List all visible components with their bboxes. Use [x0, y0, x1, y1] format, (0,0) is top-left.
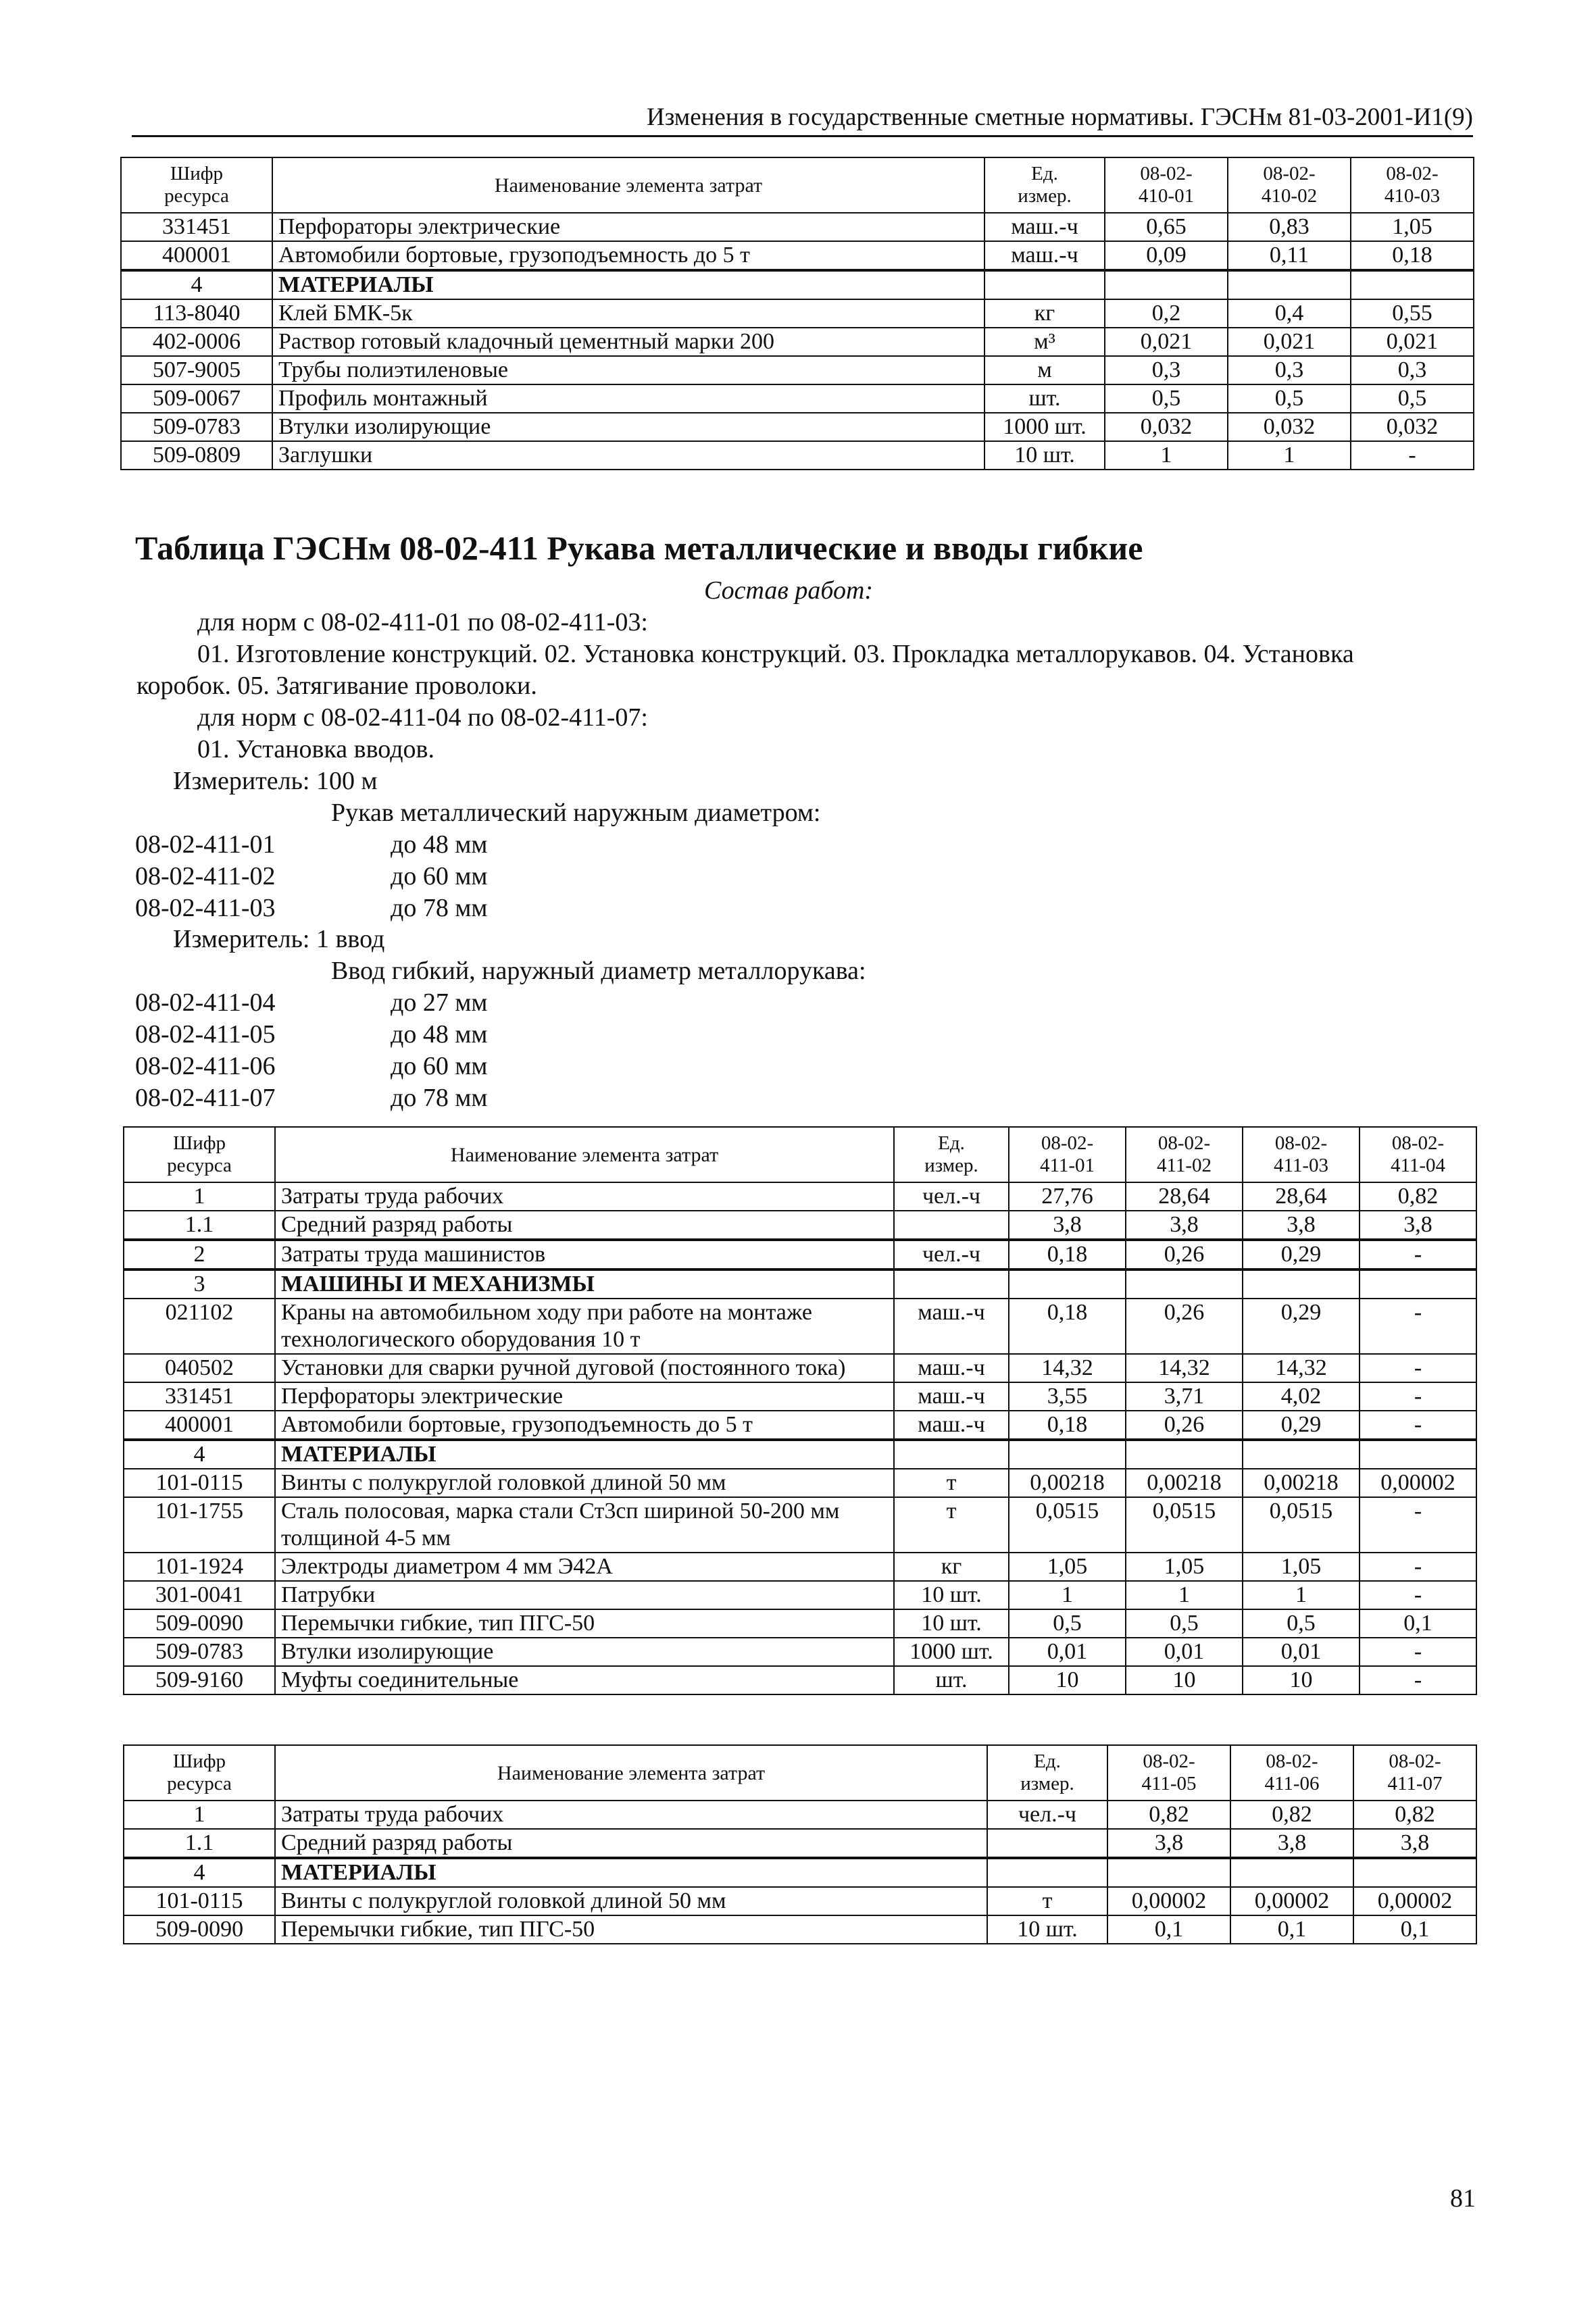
page-number: 81	[1450, 2184, 1476, 2213]
col-norm-header: 08-02- 411-01	[1009, 1127, 1126, 1182]
unit-cell	[987, 1858, 1107, 1887]
resource-code: 331451	[124, 1382, 275, 1411]
norm-value: 14,32	[1126, 1354, 1243, 1382]
norm-value	[1105, 270, 1228, 299]
resource-code: 2	[124, 1240, 275, 1269]
norm-value: 0,29	[1243, 1240, 1360, 1269]
norm-description: до 78 мм	[391, 894, 488, 922]
norm-description: до 27 мм	[391, 988, 488, 1017]
cost-element-name: Электроды диаметром 4 мм Э42А	[275, 1553, 894, 1581]
table-row	[124, 1269, 1476, 1299]
unit-cell: маш.-ч	[984, 241, 1105, 270]
norm-value: 0,18	[1009, 1411, 1126, 1440]
norm-value: 0,00218	[1009, 1469, 1126, 1497]
norm-value: 0,82	[1353, 1801, 1476, 1829]
norm-description: до 60 мм	[391, 1052, 488, 1080]
cost-element-name: Винты с полукруглой головкой длиной 50 мм	[275, 1887, 987, 1915]
norm-value: 0,00218	[1243, 1469, 1360, 1497]
resource-code: 101-1755	[124, 1497, 275, 1553]
norm-value: 0,00218	[1126, 1469, 1243, 1497]
col-code-header: Шифр ресурса	[124, 1127, 275, 1182]
norm-value: 0,11	[1228, 241, 1351, 270]
norm-value: 0,5	[1243, 1609, 1360, 1638]
norms-table-411-05-07	[123, 1744, 1477, 1944]
norm-value: 0,021	[1228, 328, 1351, 356]
norm-value	[1243, 1269, 1360, 1299]
cost-element-name: Автомобили бортовые, грузоподъемность до 5 т	[272, 241, 984, 270]
norm-value	[1009, 1269, 1126, 1299]
unit-cell	[894, 1211, 1009, 1240]
norm-value: 0,00002	[1353, 1887, 1476, 1915]
norm-value: 14,32	[1243, 1354, 1360, 1382]
unit-cell: кг	[984, 299, 1105, 328]
norm-value	[1353, 1858, 1476, 1887]
norm-value: 0,00002	[1360, 1469, 1476, 1497]
cost-element-name: Автомобили бортовые, грузоподъемность до 5 т	[275, 1411, 894, 1440]
resource-code: 301-0041	[124, 1581, 275, 1609]
norm-value: 0,18	[1351, 241, 1474, 270]
table-row	[124, 1915, 1476, 1944]
norm-value: 0,00002	[1107, 1887, 1230, 1915]
resource-code: 400001	[124, 1411, 275, 1440]
table-row	[121, 384, 1474, 413]
table-row	[124, 1801, 1476, 1829]
norm-value: 0,65	[1105, 213, 1228, 241]
table-row	[124, 1469, 1476, 1497]
unit-cell: 1000 шт.	[984, 413, 1105, 441]
norms-table-411-01-04	[123, 1126, 1477, 1695]
unit-cell: т	[987, 1887, 1107, 1915]
table-row	[121, 328, 1474, 356]
resource-code: 509-0090	[124, 1609, 275, 1638]
table-row	[124, 1440, 1476, 1469]
table-row	[124, 1553, 1476, 1581]
cost-element-name: МАТЕРИАЛЫ	[275, 1440, 894, 1469]
norm-value: 0,032	[1351, 413, 1474, 441]
norm-value	[1230, 1858, 1353, 1887]
table-row	[121, 441, 1474, 470]
norm-value: -	[1360, 1411, 1476, 1440]
norm-code: 08-02-411-04	[135, 988, 276, 1017]
norm-value: 0,5	[1105, 384, 1228, 413]
norm-description: до 48 мм	[391, 830, 488, 859]
norm-code: 08-02-411-05	[135, 1020, 276, 1049]
norm-code: 08-02-411-01	[135, 830, 276, 859]
norms-table-410	[120, 157, 1474, 470]
cost-element-name: Перфораторы электрические	[272, 213, 984, 241]
norm-value: -	[1360, 1299, 1476, 1354]
norm-value: 0,2	[1105, 299, 1228, 328]
unit-cell: м³	[984, 328, 1105, 356]
table-row	[124, 1182, 1476, 1211]
norm-value: 0,5	[1126, 1609, 1243, 1638]
cost-element-name: Средний разряд работы	[275, 1829, 987, 1858]
unit-cell: 10 шт.	[984, 441, 1105, 470]
norm-code: 08-02-411-03	[135, 894, 276, 922]
norm-value: 1	[1105, 441, 1228, 470]
meter-1: Измеритель: 100 м	[173, 767, 378, 795]
norm-value: 3,8	[1107, 1829, 1230, 1858]
norm-value: 0,3	[1105, 356, 1228, 384]
norm-value: -	[1360, 1354, 1476, 1382]
norm-value: 0,3	[1228, 356, 1351, 384]
norms-range-1: для норм с 08-02-411-01 по 08-02-411-03:	[197, 608, 648, 636]
unit-cell	[987, 1829, 1107, 1858]
norm-description: до 78 мм	[391, 1084, 488, 1112]
table-row	[124, 1211, 1476, 1240]
cost-element-name: Втулки изолирующие	[272, 413, 984, 441]
norm-value: 0,82	[1360, 1182, 1476, 1211]
norm-value: -	[1360, 1666, 1476, 1694]
unit-cell: маш.-ч	[984, 213, 1105, 241]
norm-value: 3,8	[1243, 1211, 1360, 1240]
resource-code: 1	[124, 1801, 275, 1829]
norm-value: -	[1360, 1638, 1476, 1666]
norm-value: 0,021	[1351, 328, 1474, 356]
resource-code: 509-0783	[121, 413, 272, 441]
col-norm-header: 08-02- 411-03	[1243, 1127, 1360, 1182]
work-list-2: 01. Установка вводов.	[197, 735, 434, 763]
norm-value: 10	[1243, 1666, 1360, 1694]
meter-2: Измеритель: 1 ввод	[173, 925, 385, 953]
table-row	[121, 356, 1474, 384]
norm-value	[1107, 1858, 1230, 1887]
unit-cell: кг	[894, 1553, 1009, 1581]
norm-value: 3,55	[1009, 1382, 1126, 1411]
norm-value	[1228, 270, 1351, 299]
norm-value: 10	[1009, 1666, 1126, 1694]
table-header-row	[124, 1127, 1476, 1182]
unit-cell: 10 шт.	[894, 1581, 1009, 1609]
norm-value: -	[1360, 1382, 1476, 1411]
norm-value: 0,82	[1107, 1801, 1230, 1829]
table-header-row	[121, 157, 1474, 213]
norm-value	[1243, 1440, 1360, 1469]
cost-element-name: Профиль монтажный	[272, 384, 984, 413]
resource-code: 101-1924	[124, 1553, 275, 1581]
norm-value: 0,09	[1105, 241, 1228, 270]
col-norm-header: 08-02- 410-03	[1351, 157, 1474, 213]
resource-code: 509-0067	[121, 384, 272, 413]
cost-element-name: Затраты труда машинистов	[275, 1240, 894, 1269]
norm-value: 0,83	[1228, 213, 1351, 241]
norm-value: 28,64	[1243, 1182, 1360, 1211]
norm-value: 0,26	[1126, 1240, 1243, 1269]
table-row	[124, 1829, 1476, 1858]
table-row	[121, 299, 1474, 328]
norm-value	[1126, 1269, 1243, 1299]
unit-cell: маш.-ч	[894, 1382, 1009, 1411]
table-row	[124, 1887, 1476, 1915]
norm-value: 1,05	[1126, 1553, 1243, 1581]
norm-value: 3,71	[1126, 1382, 1243, 1411]
unit-cell: шт.	[894, 1666, 1009, 1694]
table-row	[124, 1354, 1476, 1382]
col-norm-header: 08-02- 411-04	[1360, 1127, 1476, 1182]
norm-value: 0,0515	[1009, 1497, 1126, 1553]
norm-value: 0,29	[1243, 1299, 1360, 1354]
cost-element-name: Клей БМК-5к	[272, 299, 984, 328]
norm-value: -	[1360, 1553, 1476, 1581]
norm-value: 28,64	[1126, 1182, 1243, 1211]
group-heading-1: Рукав металлический наружным диаметром:	[331, 799, 821, 827]
cost-element-name: Установки для сварки ручной дуговой (постоянного тока)	[275, 1354, 894, 1382]
resource-code: 101-0115	[124, 1887, 275, 1915]
norm-value: 0,01	[1009, 1638, 1126, 1666]
resource-code: 509-0809	[121, 441, 272, 470]
table-row	[124, 1411, 1476, 1440]
page-header: Изменения в государственные сметные нормативы. ГЭСНм 81-03-2001-И1(9)	[132, 100, 1473, 137]
norms-range-2: для норм с 08-02-411-04 по 08-02-411-07:	[197, 703, 648, 732]
cost-element-name: Патрубки	[275, 1581, 894, 1609]
norm-value: 0,0515	[1243, 1497, 1360, 1553]
table-body	[124, 1182, 1476, 1694]
table-row	[124, 1497, 1476, 1553]
resource-code: 040502	[124, 1354, 275, 1382]
norm-value: 1,05	[1009, 1553, 1126, 1581]
table-row	[124, 1382, 1476, 1411]
col-unit-header: Ед. измер.	[987, 1745, 1107, 1801]
cost-element-name: Краны на автомобильном ходу при работе на монтаже технологического оборудования 10 т	[275, 1299, 894, 1354]
resource-code: 021102	[124, 1299, 275, 1354]
norm-value: 0,00002	[1230, 1887, 1353, 1915]
unit-cell: т	[894, 1497, 1009, 1553]
resource-code: 113-8040	[121, 299, 272, 328]
norm-code: 08-02-411-07	[135, 1084, 276, 1112]
norm-value: 1,05	[1243, 1553, 1360, 1581]
col-name-header: Наименование элемента затрат	[272, 157, 984, 213]
group-heading-2: Ввод гибкий, наружный диаметр металлорукава:	[331, 957, 866, 985]
norm-value: 3,8	[1230, 1829, 1353, 1858]
unit-cell	[894, 1269, 1009, 1299]
norm-value: 0,1	[1360, 1609, 1476, 1638]
col-norm-header: 08-02- 411-07	[1353, 1745, 1476, 1801]
norm-value: 0,18	[1009, 1299, 1126, 1354]
unit-cell: маш.-ч	[894, 1411, 1009, 1440]
norm-value: 0,1	[1230, 1915, 1353, 1944]
resource-code: 400001	[121, 241, 272, 270]
norm-value: 0,5	[1009, 1609, 1126, 1638]
cost-element-name: Перемычки гибкие, тип ПГС-50	[275, 1915, 987, 1944]
work-list-1-cont: коробок. 05. Затягивание проволоки.	[136, 672, 537, 700]
resource-code: 509-9160	[124, 1666, 275, 1694]
resource-code: 331451	[121, 213, 272, 241]
col-unit-header: Ед. измер.	[984, 157, 1105, 213]
unit-cell: чел.-ч	[894, 1182, 1009, 1211]
col-code-header: Шифр ресурса	[121, 157, 272, 213]
cost-element-name: Винты с полукруглой головкой длиной 50 мм	[275, 1469, 894, 1497]
composition-heading: Состав работ:	[704, 576, 874, 605]
norm-value: 4,02	[1243, 1382, 1360, 1411]
unit-cell	[984, 270, 1105, 299]
unit-cell: 10 шт.	[987, 1915, 1107, 1944]
resource-code: 4	[124, 1858, 275, 1887]
norm-value	[1351, 270, 1474, 299]
unit-cell	[894, 1440, 1009, 1469]
norm-value: 1	[1009, 1581, 1126, 1609]
unit-cell: маш.-ч	[894, 1299, 1009, 1354]
norm-value: 0,1	[1353, 1915, 1476, 1944]
cost-element-name: Раствор готовый кладочный цементный марки 200	[272, 328, 984, 356]
resource-code: 101-0115	[124, 1469, 275, 1497]
norm-value: 0,18	[1009, 1240, 1126, 1269]
resource-code: 507-9005	[121, 356, 272, 384]
norm-value: -	[1360, 1497, 1476, 1553]
norm-value: -	[1360, 1581, 1476, 1609]
norm-value: 0,032	[1228, 413, 1351, 441]
norm-value: 1,05	[1351, 213, 1474, 241]
cost-element-name: МАШИНЫ И МЕХАНИЗМЫ	[275, 1269, 894, 1299]
norm-value: 0,26	[1126, 1299, 1243, 1354]
col-norm-header: 08-02- 411-06	[1230, 1745, 1353, 1801]
resource-code: 1.1	[124, 1211, 275, 1240]
norm-value: -	[1360, 1240, 1476, 1269]
resource-code: 1	[124, 1182, 275, 1211]
resource-code: 1.1	[124, 1829, 275, 1858]
cost-element-name: Муфты соединительные	[275, 1666, 894, 1694]
unit-cell: м	[984, 356, 1105, 384]
table-row	[124, 1609, 1476, 1638]
resource-code: 402-0006	[121, 328, 272, 356]
table-body	[124, 1801, 1476, 1944]
col-norm-header: 08-02- 411-02	[1126, 1127, 1243, 1182]
norm-value: 0,021	[1105, 328, 1228, 356]
cost-element-name: МАТЕРИАЛЫ	[275, 1858, 987, 1887]
col-norm-header: 08-02- 411-05	[1107, 1745, 1230, 1801]
norm-value: 0,26	[1126, 1411, 1243, 1440]
norm-value: 0,032	[1105, 413, 1228, 441]
norm-value: 14,32	[1009, 1354, 1126, 1382]
unit-cell: маш.-ч	[894, 1354, 1009, 1382]
table-row	[121, 270, 1474, 299]
unit-cell: чел.-ч	[894, 1240, 1009, 1269]
cost-element-name: Затраты труда рабочих	[275, 1182, 894, 1211]
norm-value	[1360, 1269, 1476, 1299]
norm-code: 08-02-411-02	[135, 862, 276, 890]
norm-code: 08-02-411-06	[135, 1052, 276, 1080]
cost-element-name: Затраты труда рабочих	[275, 1801, 987, 1829]
cost-element-name: МАТЕРИАЛЫ	[272, 270, 984, 299]
table-row	[124, 1666, 1476, 1694]
unit-cell: чел.-ч	[987, 1801, 1107, 1829]
col-norm-header: 08-02- 410-01	[1105, 157, 1228, 213]
norm-value: 0,5	[1351, 384, 1474, 413]
norm-value: 3,8	[1009, 1211, 1126, 1240]
cost-element-name: Заглушки	[272, 441, 984, 470]
norm-value	[1009, 1440, 1126, 1469]
unit-cell: т	[894, 1469, 1009, 1497]
unit-cell: 1000 шт.	[894, 1638, 1009, 1666]
norm-value: 0,4	[1228, 299, 1351, 328]
table-row	[124, 1581, 1476, 1609]
table-header-row	[124, 1745, 1476, 1801]
norm-value: 0,5	[1228, 384, 1351, 413]
norm-value	[1126, 1440, 1243, 1469]
norm-value: 1	[1228, 441, 1351, 470]
norm-value: 0,01	[1243, 1638, 1360, 1666]
col-code-header: Шифр ресурса	[124, 1745, 275, 1801]
norm-value: 1	[1126, 1581, 1243, 1609]
table-row	[121, 213, 1474, 241]
norm-value: 0,82	[1230, 1801, 1353, 1829]
norm-value: 3,8	[1360, 1211, 1476, 1240]
table-row	[121, 241, 1474, 270]
resource-code: 509-0783	[124, 1638, 275, 1666]
table-row	[124, 1638, 1476, 1666]
col-unit-header: Ед. измер.	[894, 1127, 1009, 1182]
table-row	[121, 413, 1474, 441]
cost-element-name: Втулки изолирующие	[275, 1638, 894, 1666]
norm-value: 0,1	[1107, 1915, 1230, 1944]
norm-value: 0,3	[1351, 356, 1474, 384]
norm-value: 3,8	[1126, 1211, 1243, 1240]
cost-element-name: Перемычки гибкие, тип ПГС-50	[275, 1609, 894, 1638]
norm-value: -	[1351, 441, 1474, 470]
resource-code: 4	[121, 270, 272, 299]
col-name-header: Наименование элемента затрат	[275, 1745, 987, 1801]
unit-cell: шт.	[984, 384, 1105, 413]
norm-description: до 48 мм	[391, 1020, 488, 1049]
norm-value: 10	[1126, 1666, 1243, 1694]
unit-cell: 10 шт.	[894, 1609, 1009, 1638]
resource-code: 4	[124, 1440, 275, 1469]
table-row	[124, 1299, 1476, 1354]
cost-element-name: Трубы полиэтиленовые	[272, 356, 984, 384]
table-row	[124, 1240, 1476, 1269]
work-list-1: 01. Изготовление конструкций. 02. Установка конструкций. 03. Прокладка металлорукавов. 04. Установка	[197, 640, 1354, 668]
col-norm-header: 08-02- 410-02	[1228, 157, 1351, 213]
norm-value: 0,0515	[1126, 1497, 1243, 1553]
norm-value: 0,01	[1126, 1638, 1243, 1666]
cost-element-name: Перфораторы электрические	[275, 1382, 894, 1411]
norm-value: 0,29	[1243, 1411, 1360, 1440]
norm-value	[1360, 1440, 1476, 1469]
section-title: Таблица ГЭСНм 08-02-411 Рукава металлические и вводы гибкие	[135, 529, 1143, 567]
table-body	[121, 213, 1474, 470]
norm-description: до 60 мм	[391, 862, 488, 890]
norm-value: 0,55	[1351, 299, 1474, 328]
cost-element-name: Сталь полосовая, марка стали Ст3сп шириной 50-200 мм толщиной 4-5 мм	[275, 1497, 894, 1553]
cost-element-name: Средний разряд работы	[275, 1211, 894, 1240]
resource-code: 3	[124, 1269, 275, 1299]
norm-value: 27,76	[1009, 1182, 1126, 1211]
norm-value: 1	[1243, 1581, 1360, 1609]
col-name-header: Наименование элемента затрат	[275, 1127, 894, 1182]
table-row	[124, 1858, 1476, 1887]
norm-value: 3,8	[1353, 1829, 1476, 1858]
resource-code: 509-0090	[124, 1915, 275, 1944]
